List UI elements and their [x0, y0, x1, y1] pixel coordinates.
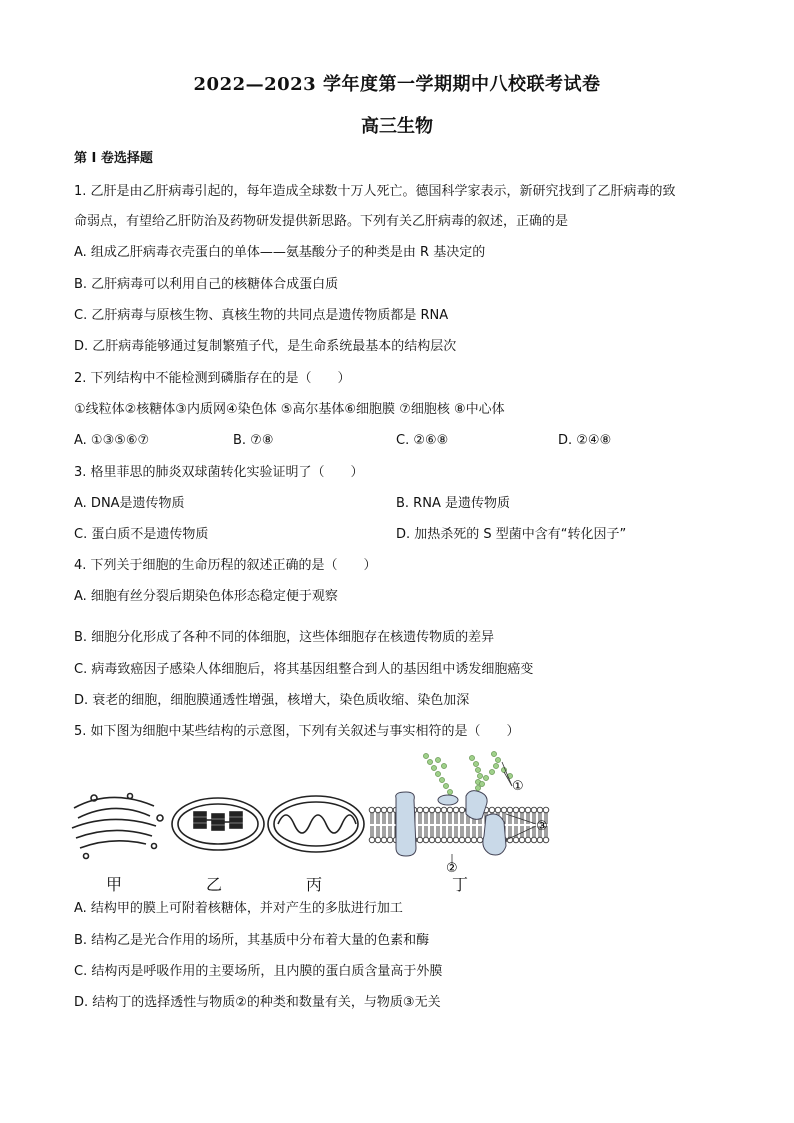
q4-option-c: C. 病毒致癌因子感染人体细胞后，将其基因组整合到人的基因组中诱发细胞癌变	[74, 662, 534, 677]
chloroplast-drawing	[172, 798, 264, 850]
q4-option-d: D. 衰老的细胞，细胞膜通透性增强，核增大，染色质收缩、染色加深	[74, 693, 470, 708]
q2-option-d: D. ②④⑧	[558, 433, 612, 448]
q3-option-c: C. 蛋白质不是遗传物质	[74, 527, 209, 542]
q1-option-b: B. 乙肝病毒可以利用自己的核糖体合成蛋白质	[74, 277, 339, 292]
q1-option-d: D. 乙肝病毒能够通过复制繁殖子代，是生命系统最基本的结构层次	[74, 339, 457, 354]
figure-label-bing: 丙	[306, 875, 323, 894]
q1-stem-line1: 1. 乙肝是由乙肝病毒引起的，每年造成全球数十万人死亡。德国科学家表示，新研究找到了乙肝病毒的致	[74, 184, 676, 199]
q1-stem-line2: 命弱点，有望给乙肝防治及药物研发提供新思路。下列有关乙肝病毒的叙述，正确的是	[74, 214, 569, 229]
marker-3: ③	[536, 819, 548, 834]
q3-option-d: D. 加热杀死的 S 型菌中含有“转化因子”	[396, 527, 627, 542]
marker-2: ②	[446, 861, 458, 876]
q2-option-c: C. ②⑥⑧	[396, 433, 449, 448]
q2-option-a: A. ①③⑤⑥⑦	[74, 433, 150, 448]
glycoprotein-chains	[423, 751, 512, 794]
q1-option-a: A. 组成乙肝病毒衣壳蛋白的单体——氨基酸分子的种类是由 R 基决定的	[74, 245, 486, 260]
golgi-apparatus-drawing	[72, 794, 163, 859]
mitochondrion-drawing	[268, 796, 364, 852]
cell-membrane-drawing	[369, 751, 549, 876]
q5-stem: 5. 如下图为细胞中某些结构的示意图，下列有关叙述与事实相符的是（ ）	[74, 724, 520, 739]
q3-option-a: A. DNA是遗传物质	[74, 496, 185, 511]
q5-option-c: C. 结构丙是呼吸作用的主要场所，且内膜的蛋白质含量高于外膜	[74, 964, 443, 979]
marker-1: ①	[512, 779, 524, 794]
figure-label-ding: 丁	[452, 875, 469, 894]
q5-option-b: B. 结构乙是光合作用的场所，其基质中分布着大量的色素和酶	[74, 933, 430, 948]
q5-option-a: A. 结构甲的膜上可附着核糖体，并对产生的多肽进行加工	[74, 901, 403, 916]
q5-option-d: D. 结构丁的选择透性与物质②的种类和数量有关，与物质③无关	[74, 995, 441, 1010]
q2-option-b: B. ⑦⑧	[233, 433, 274, 448]
section-heading: 第 I 卷选择题	[74, 151, 153, 166]
q3-stem: 3. 格里菲思的肺炎双球菌转化实验证明了（ ）	[74, 465, 364, 480]
q1-option-c: C. 乙肝病毒与原核生物、真核生物的共同点是遗传物质都是 RNA	[74, 308, 449, 323]
q4-option-b: B. 细胞分化形成了各种不同的体细胞，这些体细胞存在核遗传物质的差异	[74, 630, 495, 645]
q4-stem: 4. 下列关于细胞的生命历程的叙述正确的是（ ）	[74, 558, 377, 573]
q2-stem: 2. 下列结构中不能检测到磷脂存在的是（ ）	[74, 371, 351, 386]
exam-title: 2022—2023 学年度第一学期期中八校联考试卷	[193, 74, 601, 95]
q4-option-a: A. 细胞有丝分裂后期染色体形态稳定便于观察	[74, 589, 338, 604]
q3-option-b: B. RNA 是遗传物质	[396, 496, 510, 511]
figure-label-jia: 甲	[106, 875, 123, 894]
exam-subject: 高三生物	[361, 116, 433, 137]
figure-label-yi: 乙	[206, 875, 223, 894]
q2-items: ①线粒体②核糖体③内质网④染色体 ⑤高尔基体⑥细胞膜 ⑦细胞核 ⑧中心体	[74, 402, 505, 417]
